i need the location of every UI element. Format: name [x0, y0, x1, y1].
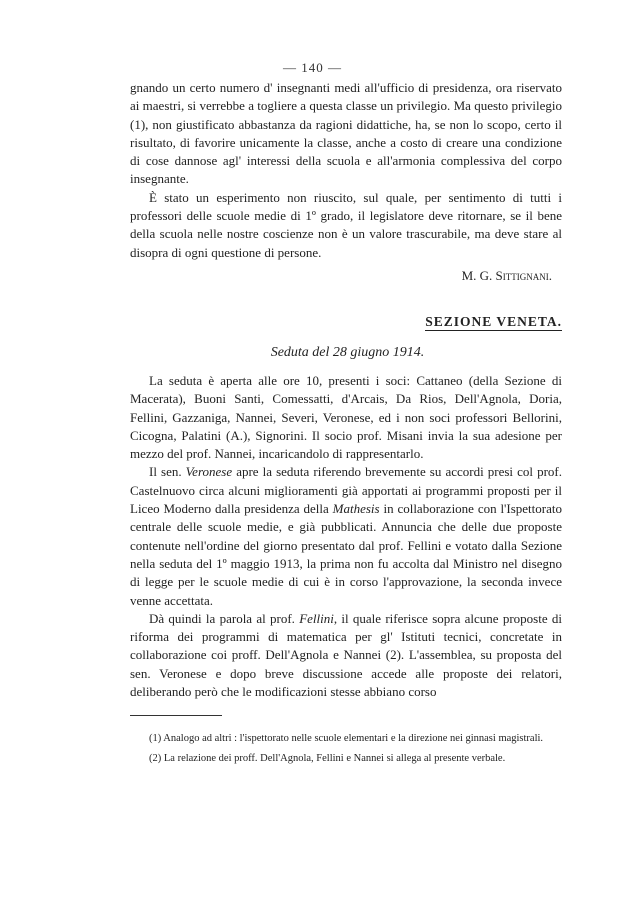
section-heading-text: SEZIONE VENETA.	[425, 314, 562, 329]
text-run: apre la seduta riferendo brevemente su accordi presi col prof. Castelnuovo circa alcuni miglioramenti già apportati ai programmi proposti per il Liceo Moderno dalla presidenza della	[130, 464, 562, 517]
footnote-divider	[130, 715, 222, 716]
paragraph: È stato un esperimento non riuscito, sul quale, per sentimento di tutti i professori delle scuole medie di 1º grado, il legislatore deve ritornare, se il bene della scuola nelle nostre coscienze non è un valore trascurabile, ma deve stare al disopra di ogni questione di persone.	[130, 189, 562, 260]
paragraph	[130, 610, 562, 701]
previous-article-ending	[130, 79, 562, 285]
journal-name: Mathesis	[332, 501, 380, 517]
text-run: , il quale riferisce sopra alcune proposte di riforma dei programmi di matematica per gl' Istituti tecnici, concretate in collaborazione coi proff. Dell'Agnola e Nannei (2). L'assemblea, su proposta del sen. Veronese e dopo breve discussione accede alle proposte dei relatori, deliberando però che le modificazioni stesse abbiano corso	[130, 610, 562, 700]
text-run: Dà quindi la parola al prof.	[149, 610, 300, 626]
footnotes	[130, 731, 562, 771]
session-title: Seduta del 28 giugno 1914.	[270, 345, 425, 360]
text-run: Il sen.	[149, 464, 186, 480]
paragraph: La seduta è aperta alle ore 10, presenti i soci: Cattaneo (della Sezione di Macerata), Buoni Santi, Comessatti, d'Arcais, Da Rios, Dell'Agnola, Doria, Fellini, Gazzaniga, Nannei, Severi, Veronese, ed i non soci professori Bellorini, Cicogna, Palatini (A.), Signorini. Il socio prof. Misani invia la sua adesione per mezzo del prof. Nannei, incaricandolo di rappresentarlo.	[130, 373, 562, 462]
meeting-minutes	[130, 372, 562, 701]
person-name: Fellini	[299, 610, 334, 626]
paragraph: gnando un certo numero d' insegnanti medi all'ufficio di presidenza, ora riservato ai maestri, si verrebbe a togliere a questa classe un privilegio. Ma questo privilegio (1), non giustificato abbastanza da ragioni didattiche, ha, se non lo scopo, certo il risultato, di favorire unicamente la classe, anche a costo di creare una condizione di cose dannose agl' interessi della scuola e all'armonia complessiva del corpo insegnante.	[130, 80, 562, 187]
person-name: Veronese	[185, 464, 233, 480]
paragraph	[130, 463, 562, 609]
author-signature: M. G. Sittignani.	[461, 267, 552, 283]
footnote: (1) Analogo ad altri : l'ispettorato nelle scuole elementari e la direzione nei ginnasi magistrali.	[149, 733, 544, 744]
page-number: — 140 —	[283, 60, 342, 75]
text-run: in collaborazione con l'Ispettorato centrale delle scuole medie, e già pubblicati. Annuncia che delle due proposte contenute nell'ordine del giorno presentato dal prof. Fellini e votato dalla Sezione nella seduta del 1º maggio 1913, la prima non fu accolta dal Ministro nel disegno di legge per le scuole medie di cui è in corso l'approvazione, la seconda invece venne accettata.	[130, 501, 562, 608]
section-heading	[130, 314, 562, 330]
footnote: (2) La relazione dei proff. Dell'Agnola, Fellini e Nannei si allega al presente verbale.	[149, 753, 506, 764]
